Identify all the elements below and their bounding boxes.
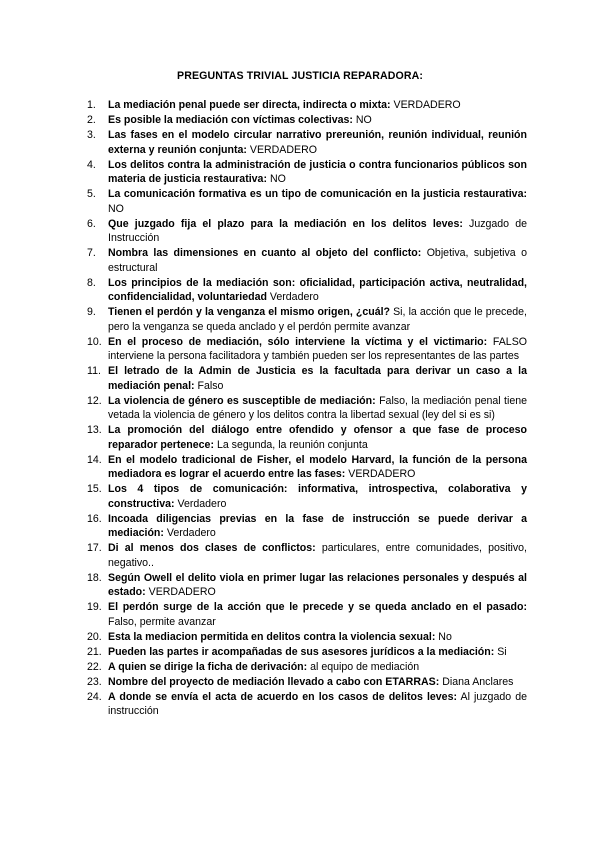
question-number: 10. xyxy=(87,335,102,348)
question-number: 16. xyxy=(87,512,102,525)
question-number: 5. xyxy=(87,188,96,200)
question-number: 3. xyxy=(87,129,96,141)
question-list xyxy=(87,98,527,719)
question-number: 11. xyxy=(87,365,101,377)
answer-text: VERDADERO xyxy=(348,468,416,480)
question-item xyxy=(87,217,527,246)
question-item xyxy=(87,335,527,364)
question-number: 9. xyxy=(87,306,96,318)
answer-text: Falso, permite avanzar xyxy=(108,615,216,628)
answer-text: Si xyxy=(497,645,507,658)
question-number: 1. xyxy=(87,99,96,111)
answer-text: VERDADERO xyxy=(249,143,317,156)
page-title: PREGUNTAS TRIVIAL JUSTICIA REPARADORA: xyxy=(177,70,423,82)
question-number: 22. xyxy=(87,660,102,673)
question-number: 12. xyxy=(87,394,102,407)
question-text: Nombre del proyecto de mediación llevado a cabo con ETARRAS: xyxy=(108,675,440,688)
question-item xyxy=(87,276,527,305)
question-item xyxy=(87,660,527,675)
question-text: La promoción del diálogo entre ofendido y ofensor a que fase de proceso reparador pertenece: xyxy=(108,424,527,451)
question-text: El letrado de la Admin de Justicia es la facultada para derivar un caso a la mediación penal: xyxy=(108,365,527,392)
question-item xyxy=(87,600,527,629)
question-number: 17. xyxy=(87,542,102,554)
question-item xyxy=(87,187,527,216)
answer-text: NO xyxy=(108,202,124,215)
question-text: Según Owell el delito viola en primer lugar las relaciones personales y después al estado: xyxy=(108,571,527,598)
question-number: 23. xyxy=(87,675,102,688)
question-number: 13. xyxy=(87,424,102,436)
question-number: 8. xyxy=(87,276,96,289)
answer-text: Falso xyxy=(197,379,224,392)
answer-text: particulares, entre comunidades, positivo, negativo.. xyxy=(108,542,527,569)
question-item xyxy=(87,394,527,423)
question-item xyxy=(87,98,527,113)
question-item xyxy=(87,512,527,541)
question-text: La violencia de género es susceptible de mediación: xyxy=(108,394,376,407)
question-item xyxy=(87,246,527,275)
question-text: La mediación penal puede ser directa, indirecta o mixta: xyxy=(108,99,391,111)
answer-text: al equipo de mediación xyxy=(310,660,420,673)
answer-text: VERDADERO xyxy=(393,99,461,111)
question-item xyxy=(87,675,527,690)
answer-text: No xyxy=(438,630,452,643)
answer-text: Verdadero xyxy=(269,291,319,303)
question-number: 6. xyxy=(87,217,96,230)
answer-text: Juzgado de Instrucción xyxy=(108,217,527,244)
answer-text: Si, la acción que le precede, pero la venganza se queda anclado y el perdón permite avanzar xyxy=(108,306,527,333)
question-item xyxy=(87,571,527,600)
answer-text: Verdadero xyxy=(166,527,216,539)
question-number: 7. xyxy=(87,247,96,259)
answer-text: NO xyxy=(269,173,286,185)
answer-text: Verdadero xyxy=(177,497,227,510)
question-number: 15. xyxy=(87,483,102,495)
question-text: Es posible la mediación con víctimas colectivas: xyxy=(108,114,353,126)
answer-text: NO xyxy=(355,114,372,126)
answer-text: VERDADERO xyxy=(148,586,216,598)
question-item xyxy=(87,645,527,660)
question-item xyxy=(87,630,527,645)
answer-text: Diana Anclares xyxy=(442,675,514,688)
question-text: Los delitos contra la administración de justicia o contra funcionarios públicos son materia de justicia restaurativa: xyxy=(108,158,527,185)
question-text: A quien se dirige la ficha de derivación: xyxy=(108,660,308,673)
question-number: 18. xyxy=(87,571,102,584)
answer-text: Falso, la mediación penal tiene vetada la violencia de género y los delitos contra la libertad sexual (ley del si es si) xyxy=(108,394,528,421)
question-text: El perdón surge de la acción que le precede y se queda anclado en el pasado: xyxy=(108,601,527,613)
question-number: 20. xyxy=(87,630,102,643)
question-number: 19. xyxy=(87,601,102,613)
question-text: Di al menos dos clases de conflictos: xyxy=(108,542,316,554)
question-item xyxy=(87,453,527,482)
question-number: 24. xyxy=(87,690,102,703)
question-text: En el modelo tradicional de Fisher, el modelo Harvard, la función de la persona mediadora es lograr el acuerdo entre las fases: xyxy=(108,453,527,480)
question-text: Esta la mediacion permitida en delitos contra la violencia sexual: xyxy=(108,630,436,643)
question-text: Nombra las dimensiones en cuanto al objeto del conflicto: xyxy=(108,247,422,259)
question-item xyxy=(87,482,527,511)
question-text: Los 4 tipos de comunicación: informativa, introspectiva, colaborativa y constructiva: xyxy=(108,483,527,510)
question-item xyxy=(87,541,527,570)
question-item xyxy=(87,423,527,452)
question-item xyxy=(87,113,527,128)
question-text: Tienen el perdón y la venganza el mismo origen, ¿cuál? xyxy=(108,306,390,318)
question-number: 14. xyxy=(87,453,102,466)
answer-text: Al juzgado de instrucción xyxy=(108,690,527,717)
question-text: A donde se envía el acta de acuerdo en los casos de delitos leves: xyxy=(108,690,457,703)
question-text: Las fases en el modelo circular narrativo prereunión, reunión individual, reunión externa y reunión conjunta: xyxy=(108,129,527,156)
answer-text: Objetiva, subjetiva o estructural xyxy=(108,247,527,274)
question-text: En el proceso de mediación, sólo interviene la víctima y el victimario: xyxy=(108,335,488,348)
answer-text: La segunda, la reunión conjunta xyxy=(216,438,368,451)
question-text: Los principios de la mediación son: oficialidad, participación activa, neutralidad, confidencialidad, voluntariedad xyxy=(108,276,527,303)
question-text: La comunicación formativa es un tipo de comunicación en la justicia restaurativa: xyxy=(108,188,527,200)
question-text: Incoada diligencias previas en la fase de instrucción se puede derivar a mediación: xyxy=(108,512,527,539)
question-number: 4. xyxy=(87,158,96,171)
question-item xyxy=(87,128,527,157)
answer-text: FALSO interviene la persona facilitadora y también pueden ser los representantes de las partes xyxy=(108,335,527,362)
question-item xyxy=(87,364,527,393)
question-item xyxy=(87,158,527,187)
question-text: Pueden las partes ir acompañadas de sus asesores jurídicos a la mediación: xyxy=(108,645,495,658)
question-item xyxy=(87,305,527,334)
question-text: Que juzgado fija el plazo para la mediación en los delitos leves: xyxy=(108,217,463,230)
question-number: 21. xyxy=(87,645,102,658)
question-number: 2. xyxy=(87,114,96,126)
question-item xyxy=(87,690,527,719)
